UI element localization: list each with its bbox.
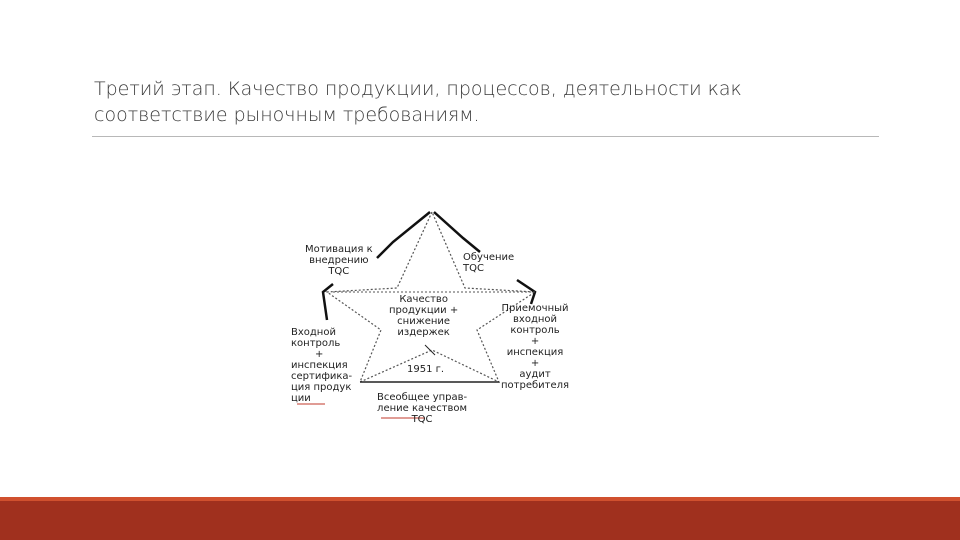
- label-top-left-line: внедрению: [309, 255, 369, 266]
- label-right-line: +: [530, 358, 540, 369]
- label-left-line: +: [315, 349, 324, 360]
- label-left: [291, 327, 352, 404]
- label-bottom: [377, 392, 467, 425]
- label-bottom-line: Всеобщее управ-: [377, 392, 468, 403]
- label-center-line: снижение: [397, 316, 451, 327]
- slide-title: [94, 76, 874, 128]
- label-left-line: ция продук: [291, 382, 352, 393]
- label-center: [389, 294, 458, 338]
- label-left-line: контроль: [291, 338, 341, 349]
- arrow-left: [323, 284, 333, 320]
- label-year: 1951 г.: [407, 364, 445, 375]
- label-right-line: аудит: [519, 369, 551, 380]
- label-left-line: инспекция: [291, 360, 348, 371]
- label-top-right-line: TQC: [463, 263, 484, 274]
- label-center-line: продукции +: [389, 305, 459, 316]
- label-top-right-line: Обучение: [463, 252, 515, 263]
- title-divider: [92, 136, 879, 137]
- label-center-line: Качество: [399, 294, 448, 305]
- label-right-line: потребителя: [501, 380, 570, 391]
- tqc-star-diagram: [285, 200, 595, 430]
- label-bottom-line: ление качеством: [377, 403, 468, 414]
- label-top-left-line: TQC: [328, 266, 350, 277]
- title-line-2: соответствие рыночным требованиям.: [94, 104, 480, 126]
- label-left-line: сертифика-: [291, 371, 353, 382]
- label-left-line: Входной: [291, 327, 336, 338]
- title-line-1: Третий этап. Качество продукции, процессов, деятельности как: [94, 78, 742, 100]
- label-right-line: +: [530, 336, 540, 347]
- year-arrow: [425, 345, 435, 355]
- label-right: [501, 303, 569, 391]
- label-top-right: [463, 252, 514, 274]
- label-right-line: контроль: [510, 325, 560, 336]
- label-center-line: издержек: [397, 327, 450, 338]
- label-right-line: входной: [513, 314, 558, 325]
- footer-bar: [0, 497, 960, 540]
- label-bottom-line: TQC: [411, 414, 433, 425]
- label-top-left-line: Мотивация к: [305, 244, 373, 255]
- label-left-line: ции: [291, 393, 311, 404]
- label-right-line: Приемочный: [501, 303, 569, 314]
- label-top-left: [305, 244, 373, 277]
- label-right-line: инспекция: [506, 347, 564, 358]
